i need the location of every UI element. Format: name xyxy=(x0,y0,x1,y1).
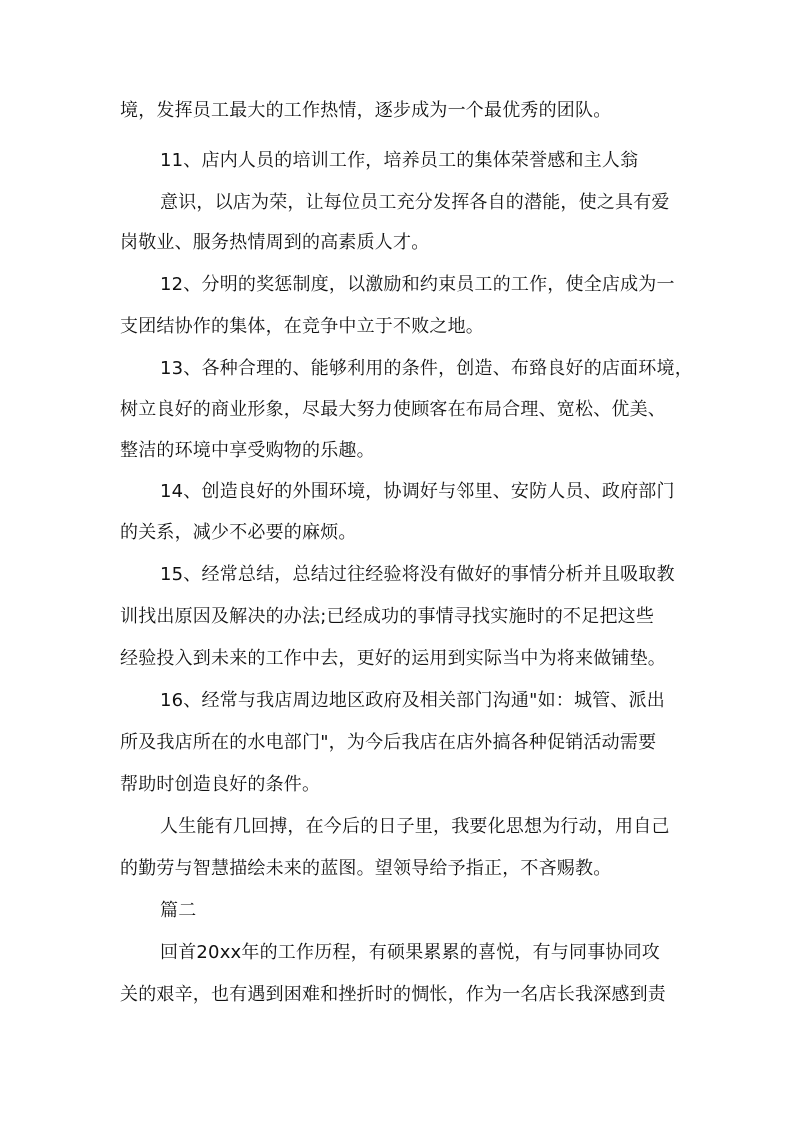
paragraph-line: 境，发挥员工最大的工作热情，逐步成为一个最优秀的团队。 xyxy=(120,100,612,121)
section-heading: 篇二 xyxy=(160,900,197,921)
list-item-14-heading: 14、创造良好的外围环境，协调好与邻里、安防人员、政府部门 xyxy=(160,481,675,502)
paragraph-line: 关的艰辛，也有遇到困难和挫折时的惆怅，作为一名店长我深感到责 xyxy=(120,984,666,1005)
paragraph-line: 经验投入到未来的工作中去，更好的运用到实际当中为将来做铺垫。 xyxy=(120,648,666,669)
paragraph-line: 所及我店所在的水电部门"，为今后我店在店外搞各种促销活动需要 xyxy=(120,732,657,753)
list-item-11-heading: 11、店内人员的培训工作，培养员工的集体荣誉感和主人翁 xyxy=(160,150,639,171)
list-item-16-heading: 16、经常与我店周边地区政府及相关部门沟通"如：城管、派出 xyxy=(160,690,665,711)
paragraph-line: 回首20xx年的工作历程，有硕果累累的喜悦，有与同事协同攻 xyxy=(160,942,661,963)
paragraph-line: 意识，以店为荣，让每位员工充分发挥各自的潜能，使之具有爱 xyxy=(160,192,670,213)
paragraph-line: 训找出原因及解决的办法;已经成功的事情寻找实施时的不足把这些 xyxy=(120,606,655,627)
paragraph-line: 的关系，减少不必要的麻烦。 xyxy=(120,522,357,543)
paragraph-line: 帮助时创造良好的条件。 xyxy=(120,774,321,795)
closing-paragraph-line: 的勤劳与智慧描绘未来的蓝图。望领导给予指正，不吝赐教。 xyxy=(120,858,612,879)
list-item-15-heading: 15、经常总结，总结过往经验将没有做好的事情分析并且吸取教 xyxy=(160,564,675,585)
paragraph-line: 支团结协作的集体，在竞争中立于不败之地。 xyxy=(120,316,484,337)
list-item-13-heading: 13、各种合理的、能够利用的条件，创造、布臵良好的店面环境， xyxy=(160,358,693,379)
paragraph-line: 岗敬业、服务热情周到的高素质人才。 xyxy=(120,232,430,253)
paragraph-line: 树立良好的商业形象，尽最大努力使顾客在布局合理、宽松、优美、 xyxy=(120,399,666,420)
paragraph-line: 整洁的环境中享受购物的乐趣。 xyxy=(120,440,375,461)
list-item-12-heading: 12、分明的奖惩制度，以激励和约束员工的工作，使全店成为一 xyxy=(160,274,675,295)
closing-paragraph-line: 人生能有几回搏，在今后的日子里，我要化思想为行动，用自己 xyxy=(160,816,670,837)
